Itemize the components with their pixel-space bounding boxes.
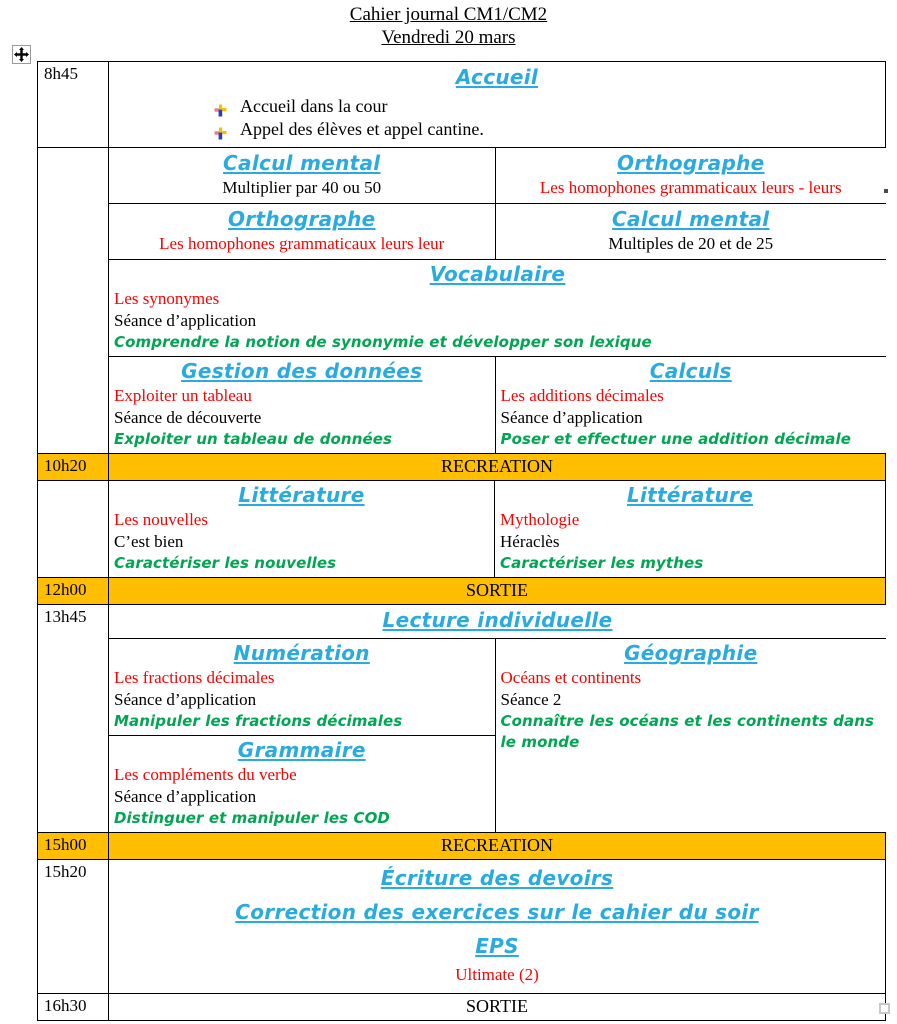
notion-numeration: Les fractions décimales	[114, 668, 275, 687]
table-row-afternoon	[38, 605, 886, 833]
accueil-bullet-text: Appel des élèves et appel cantine.	[240, 119, 484, 139]
table-row-sortie-1	[38, 578, 886, 605]
accueil-bullet-list	[114, 95, 880, 141]
time-cell-accueil	[38, 62, 109, 148]
time-cell-recreation-1	[38, 454, 109, 481]
subject-heading-ecriture-des-devoirs: Écriture des devoirs	[380, 866, 614, 890]
seance-numeration: Séance d’application	[114, 690, 257, 709]
content-cell-afternoon	[109, 605, 886, 833]
subject-heading-lecture-individuelle: Lecture individuelle	[382, 608, 613, 632]
cell-litterature-right	[495, 481, 886, 578]
time-label: 12h00	[38, 578, 108, 602]
table-row-evening	[38, 860, 886, 994]
objective-grammaire: Distinguer et manipuler les COD	[114, 809, 390, 827]
cell-orthographe-1	[495, 148, 886, 204]
time-label: 15h00	[38, 833, 108, 857]
seance-geographie: Séance 2	[500, 690, 562, 709]
banner-cell-recreation-1	[109, 454, 886, 481]
subject-heading-gestion-des-donnees: Gestion des données	[181, 359, 423, 383]
time-label: 16h30	[44, 996, 87, 1015]
subject-heading-eps: EPS	[475, 934, 519, 958]
cell-litterature-left	[109, 481, 495, 578]
title-line-2: Vendredi 20 mars	[381, 27, 516, 48]
time-label: 13h45	[44, 607, 87, 626]
subject-heading-orthographe: Orthographe	[617, 151, 765, 175]
banner-cell-sortie-2	[109, 994, 886, 1021]
status-banner-recreation: RECREATION	[441, 835, 553, 855]
table-row-morning-block-1	[38, 148, 886, 454]
cahier-journal-table	[37, 61, 886, 1021]
cell-lecture-individuelle	[109, 605, 886, 639]
subject-heading-accueil: Accueil	[455, 65, 539, 89]
subject-heading-orthographe: Orthographe	[228, 207, 376, 231]
cell-numeration	[109, 639, 495, 736]
table-move-handle-icon[interactable]	[12, 45, 31, 64]
objective-litterature-right: Caractériser les mythes	[500, 554, 704, 572]
notion-calcul-mental: Multiples de 20 et de 25	[608, 234, 774, 253]
table-row	[109, 148, 886, 204]
table-row	[109, 204, 886, 260]
notion-calculs: Les additions décimales	[500, 386, 664, 405]
content-cell-accueil	[109, 62, 886, 148]
margin-mark-icon	[884, 189, 888, 193]
multicolor-cross-bullet-icon	[214, 100, 227, 113]
table-resize-handle-icon[interactable]	[879, 1003, 890, 1014]
subject-heading-litterature: Littérature	[626, 483, 754, 507]
seance-grammaire: Séance d’application	[114, 787, 257, 806]
subject-heading-numeration: Numération	[233, 641, 370, 665]
notion-litterature-right: Mythologie	[500, 510, 580, 529]
time-label	[38, 148, 108, 152]
table-row	[109, 357, 886, 454]
seance-calculs: Séance d’application	[500, 408, 643, 427]
subject-heading-grammaire: Grammaire	[237, 738, 366, 762]
table-row-recreation-2	[38, 833, 886, 860]
notion-orthographe: Les homophones grammaticaux leurs leur	[159, 234, 445, 253]
seance-litterature-right: Héraclès	[500, 532, 560, 551]
cell-calcul-mental-1	[109, 148, 495, 204]
cell-orthographe-2	[109, 204, 495, 260]
time-label: 8h45	[44, 64, 78, 83]
list-item	[214, 95, 880, 118]
notion-vocabulaire: Les synonymes	[114, 289, 220, 308]
multicolor-cross-bullet-icon	[214, 123, 227, 136]
objective-numeration: Manipuler les fractions décimales	[114, 712, 403, 730]
content-cell-evening	[109, 860, 886, 994]
notion-gestion-des-donnees: Exploiter un tableau	[114, 386, 252, 405]
subject-heading-calcul-mental: Calcul mental	[612, 207, 770, 231]
cell-geographie	[495, 639, 886, 833]
notion-litterature-left: Les nouvelles	[114, 510, 208, 529]
notion-geographie: Océans et continents	[500, 668, 642, 687]
time-cell-sortie-2	[38, 994, 109, 1021]
status-banner-sortie: SORTIE	[109, 994, 885, 1020]
status-banner-sortie: SORTIE	[466, 580, 528, 600]
objective-vocabulaire: Comprendre la notion de synonymie et développer son lexique	[114, 333, 652, 351]
cell-gestion-des-donnees	[109, 357, 495, 454]
time-label	[38, 481, 108, 485]
afternoon-subtable	[109, 605, 886, 832]
subject-heading-geographie: Géographie	[624, 641, 758, 665]
subject-heading-vocabulaire: Vocabulaire	[429, 262, 566, 286]
cell-vocabulaire	[109, 260, 886, 357]
seance-gestion-des-donnees: Séance de découverte	[114, 408, 262, 427]
seance-litterature-left: C’est bien	[114, 532, 184, 551]
list-item	[214, 118, 880, 141]
table-row	[109, 605, 886, 639]
morning-1-subtable	[109, 148, 886, 453]
notion-calcul-mental: Multiplier par 40 ou 50	[222, 178, 382, 197]
cell-calculs	[495, 357, 886, 454]
time-cell-sortie-1	[38, 578, 109, 605]
banner-cell-sortie-1	[109, 578, 886, 605]
subject-heading-calculs: Calculs	[649, 359, 732, 383]
time-cell-afternoon	[38, 605, 109, 833]
subject-heading-correction-exercices: Correction des exercices sur le cahier du soir	[235, 900, 759, 924]
page-title	[0, 0, 897, 49]
title-line-1: Cahier journal CM1/CM2	[349, 4, 548, 25]
table-row-sortie-2	[38, 994, 886, 1021]
time-label: 10h20	[38, 454, 108, 478]
table-row-litterature	[38, 481, 886, 578]
table-row-recreation-1	[38, 454, 886, 481]
seance-vocabulaire: Séance d’application	[114, 311, 257, 330]
table-row	[109, 639, 886, 736]
table-row-accueil	[38, 62, 886, 148]
notion-orthographe: Les homophones grammaticaux leurs - leurs	[539, 178, 842, 197]
status-banner-recreation: RECREATION	[441, 456, 553, 476]
time-cell-litterature	[38, 481, 109, 578]
content-cell-morning-1	[109, 148, 886, 454]
objective-calculs: Poser et effectuer une addition décimale	[500, 430, 852, 448]
objective-geographie: Connaître les océans et les continents dans le monde	[500, 712, 875, 751]
subject-heading-litterature: Littérature	[238, 483, 365, 507]
notion-grammaire: Les compléments du verbe	[114, 765, 297, 784]
cell-grammaire	[109, 736, 495, 833]
time-cell-recreation-2	[38, 833, 109, 860]
accueil-bullet-text: Accueil dans la cour	[240, 96, 388, 116]
time-cell-morning-1	[38, 148, 109, 454]
subject-heading-calcul-mental: Calcul mental	[223, 151, 381, 175]
objective-litterature-left: Caractériser les nouvelles	[114, 554, 337, 572]
banner-cell-recreation-2	[109, 833, 886, 860]
cell-calcul-mental-2	[495, 204, 886, 260]
notion-eps: Ultimate (2)	[455, 965, 539, 984]
objective-gestion-des-donnees: Exploiter un tableau de données	[114, 430, 393, 448]
time-cell-evening	[38, 860, 109, 994]
time-label: 15h20	[44, 862, 87, 881]
table-row	[109, 260, 886, 357]
